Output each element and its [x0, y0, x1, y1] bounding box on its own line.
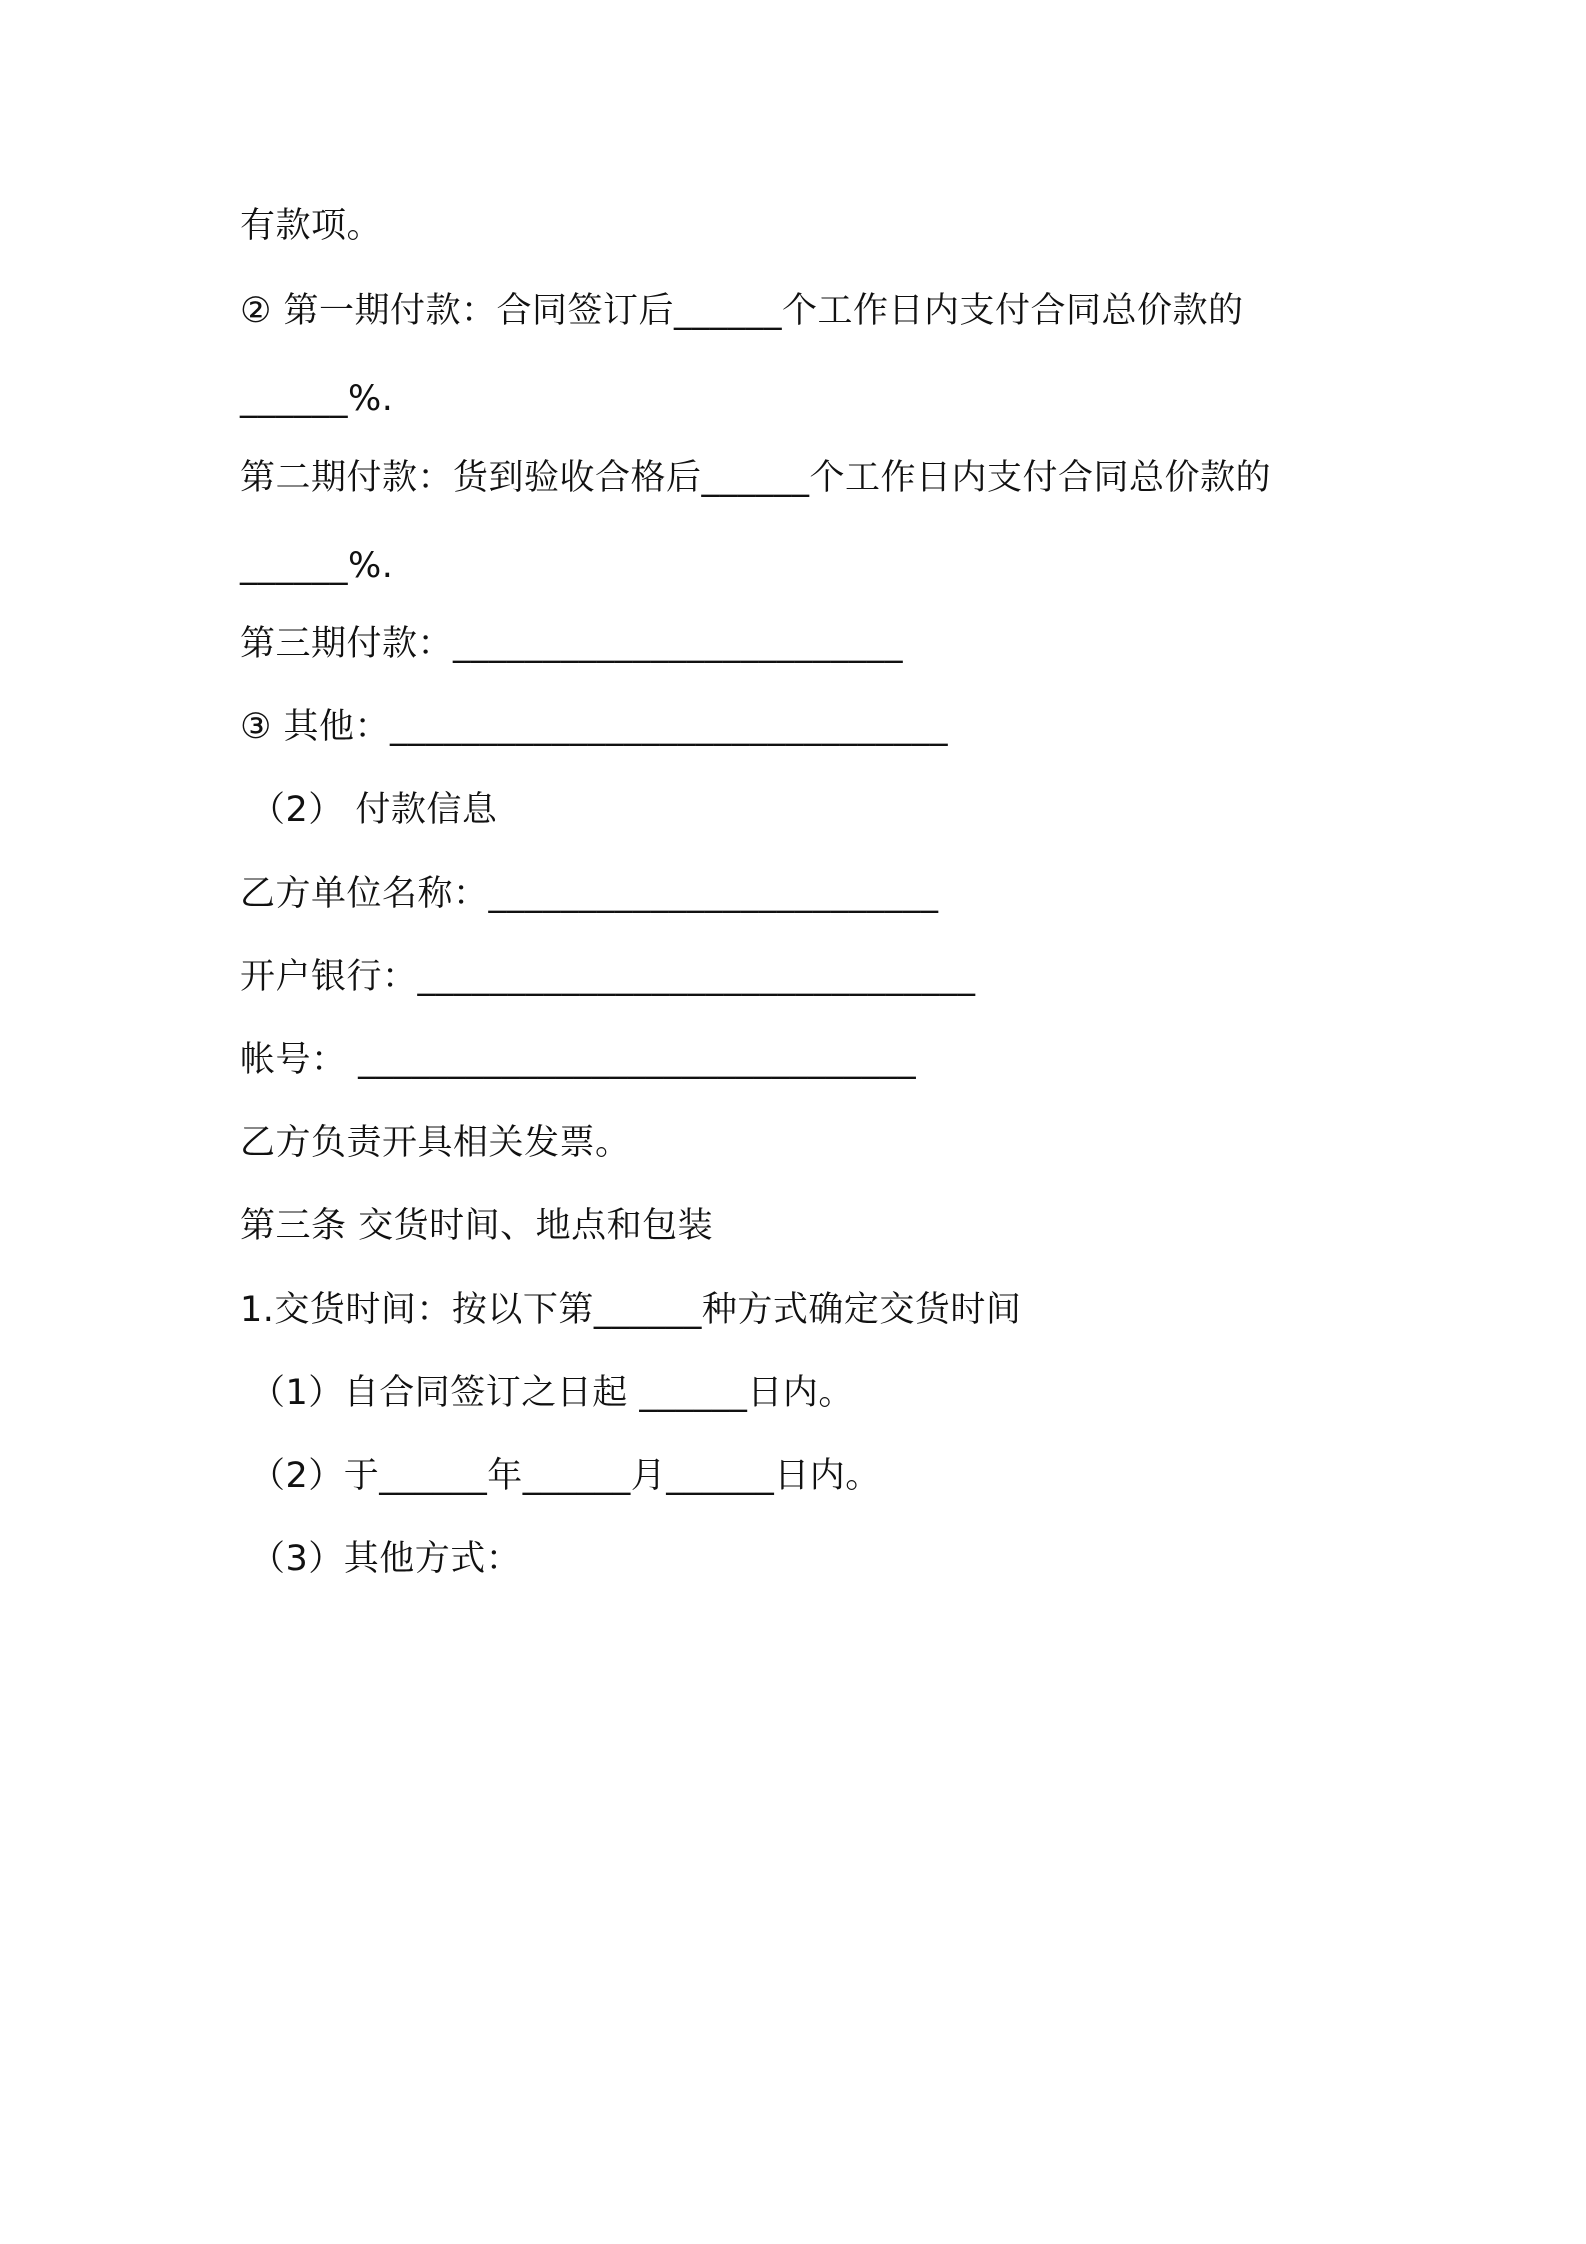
text-line-16: （2）于______年______月______日内。: [250, 1456, 881, 1496]
text-line-13: 第三条 交货时间、地点和包装: [240, 1206, 714, 1246]
text-line-1: 有款项。: [240, 206, 383, 246]
text-line-15: （1）自合同签订之日起 ______日内。: [250, 1373, 854, 1413]
text-line-9: 乙方单位名称：_________________________: [240, 874, 939, 914]
text-line-12: 乙方负责开具相关发票。: [240, 1123, 631, 1163]
text-line-7: ③ 其他：_______________________________: [240, 707, 949, 747]
text-line-8: （2） 付款信息: [250, 790, 498, 830]
text-line-5: ______%.: [240, 546, 394, 586]
text-line-2: ② 第一期付款：合同签订后______个工作日内支付合同总价款的: [240, 291, 1244, 331]
text-line-6: 第三期付款：_________________________: [240, 624, 904, 664]
text-line-17: （3）其他方式：: [250, 1539, 522, 1579]
text-line-11: 帐号： _______________________________: [240, 1040, 917, 1080]
text-line-14: 1.交货时间：按以下第______种方式确定交货时间: [240, 1290, 1022, 1330]
text-line-4: 第二期付款：货到验收合格后______个工作日内支付合同总价款的: [240, 458, 1272, 498]
text-line-3: ______%.: [240, 379, 394, 419]
text-line-10: 开户银行：_______________________________: [240, 957, 976, 997]
